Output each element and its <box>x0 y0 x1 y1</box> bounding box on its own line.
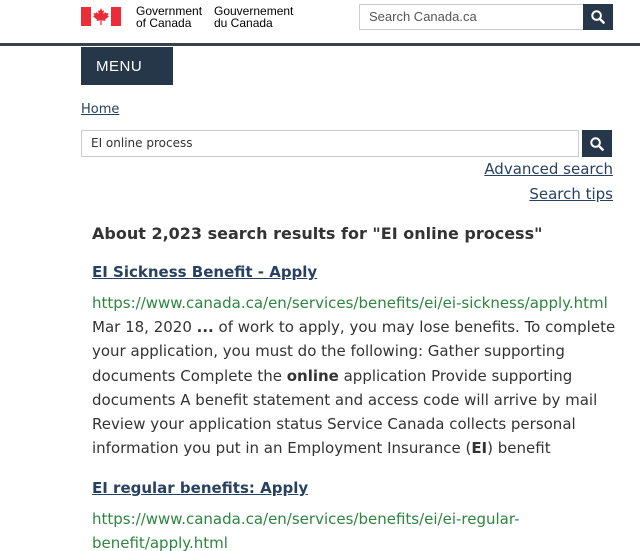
flag-left-bar <box>81 7 91 26</box>
result-highlight-online: online <box>286 366 339 385</box>
result-description <box>92 315 632 461</box>
result-snippet-part2: application Provide supporting documents A benefit statement and access code will arrive by mail Review your application status Service Canada collects personal information you put in an Employment Insurance ( <box>92 366 598 458</box>
result-date: Mar 18, 2020 <box>92 318 192 336</box>
result-snippet-part3: ) benefit <box>487 439 551 458</box>
search-icon <box>590 137 604 151</box>
result-snippet-part1: of work to apply, you may lose benefits. To complete your application, you must do the following: Gather supporting documents Complete the <box>92 318 616 385</box>
search-query-input[interactable]: EI online process <box>81 130 579 157</box>
signature-en-line2: of Canada <box>136 16 192 30</box>
flag-center <box>91 7 111 26</box>
search-result <box>92 478 632 551</box>
search-result <box>92 262 632 461</box>
menu-label: MENU <box>96 57 143 75</box>
result-highlight-ei: EI <box>471 439 488 458</box>
signature-french[interactable] <box>214 5 293 29</box>
menu-button[interactable] <box>81 47 173 85</box>
search-tips-link[interactable]: Search tips <box>529 185 613 203</box>
flag-right-bar <box>111 7 121 26</box>
site-header <box>0 0 640 46</box>
canada-flag-icon[interactable] <box>81 7 121 26</box>
result-ellipsis: ... <box>196 318 214 336</box>
result-url: https://www.canada.ca/en/services/benefits/ei/ei-sickness/apply.html <box>92 294 608 312</box>
signature-fr-line1: Gouvernement <box>214 4 294 18</box>
result-title-link[interactable]: EI Sickness Benefit - Apply <box>92 263 318 281</box>
results-summary: About 2,023 search results for "EI online process" <box>92 224 543 243</box>
result-url: https://www.canada.ca/en/services/benefits/ei/ei-regular-benefit/apply.html <box>92 510 520 551</box>
maple-leaf-icon <box>93 8 109 25</box>
chevron-down-icon <box>232 62 242 70</box>
site-search-button[interactable] <box>583 4 613 30</box>
signature-en-line1: Government <box>136 4 203 18</box>
search-icon <box>591 10 605 24</box>
search-submit-button[interactable] <box>582 130 612 157</box>
breadcrumb-home-link[interactable]: Home <box>81 102 120 117</box>
result-title-link[interactable]: EI regular benefits: Apply <box>92 479 309 497</box>
advanced-search-link[interactable]: Advanced search <box>484 160 613 178</box>
signature-english[interactable] <box>136 5 202 29</box>
signature-fr-line2: du Canada <box>214 16 273 30</box>
site-search-input[interactable]: Search Canada.ca <box>359 4 584 30</box>
